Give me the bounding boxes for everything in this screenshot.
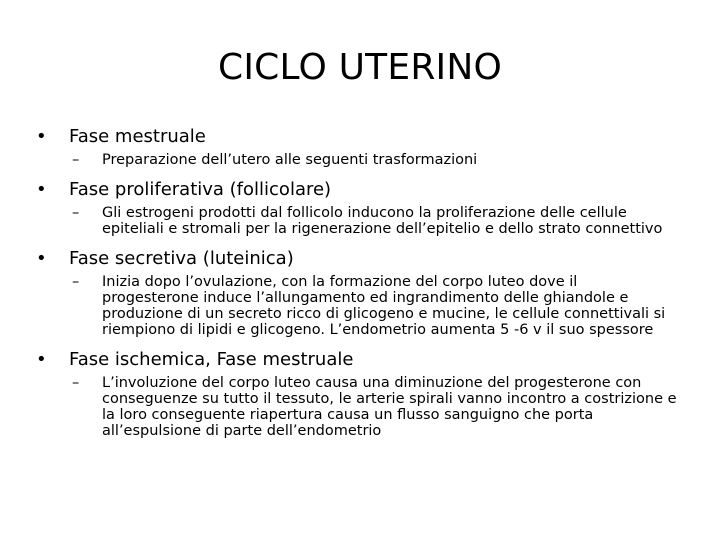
bullet-marker: • — [36, 179, 47, 200]
bullet-label: Fase mestruale — [69, 126, 206, 147]
sub-bullet-marker: – — [72, 205, 80, 221]
bullet-item — [36, 178, 686, 202]
bullet-item — [36, 348, 686, 372]
bullet-marker: • — [36, 248, 47, 269]
sub-bullet-item — [36, 375, 686, 439]
sub-bullet-text: Inizia dopo l’ovulazione, con la formazione del corpo luteo dove il progesterone induce l’allungamento ed ingrandimento delle ghiandole e produzione di un secreto ricco di glicogeno e mucine, le cellule connettivali si riempiono di lipidi e glicogeno. L’endometrio aumenta 5 -6 v il suo spessore — [102, 274, 666, 338]
bullet-marker: • — [36, 349, 47, 370]
bullet-label: Fase proliferativa (follicolare) — [69, 179, 332, 200]
sub-bullet-text: Gli estrogeni prodotti dal follicolo inducono la proliferazione delle cellule epiteliali e stromali per la rigenerazione dell’epitelio e dello strato connettivo — [102, 205, 663, 237]
sub-bullet-item — [36, 152, 686, 168]
bullet-label: Fase ischemica, Fase mestruale — [69, 349, 354, 370]
slide-title: CICLO UTERINO — [217, 47, 503, 88]
sub-bullet-item — [36, 274, 686, 338]
sub-bullet-marker: – — [72, 152, 80, 168]
bullet-item — [36, 125, 686, 149]
sub-bullet-item — [36, 205, 686, 237]
sub-bullet-marker: – — [72, 375, 80, 391]
sub-bullet-text: Preparazione dell’utero alle seguenti trasformazioni — [102, 152, 478, 168]
bullet-item — [36, 247, 686, 271]
bullet-marker: • — [36, 126, 47, 147]
sub-bullet-marker: – — [72, 274, 80, 290]
sub-bullet-text: L’involuzione del corpo luteo causa una diminuzione del progesterone con conseguenze su tutto il tessuto, le arterie spirali vanno incontro a costrizione e la loro conseguente riapertura causa un flusso sanguigno che porta all’espulsione di parte dell’endometrio — [102, 375, 677, 439]
bullet-label: Fase secretiva (luteinica) — [69, 248, 294, 269]
bullet-list — [36, 125, 686, 449]
